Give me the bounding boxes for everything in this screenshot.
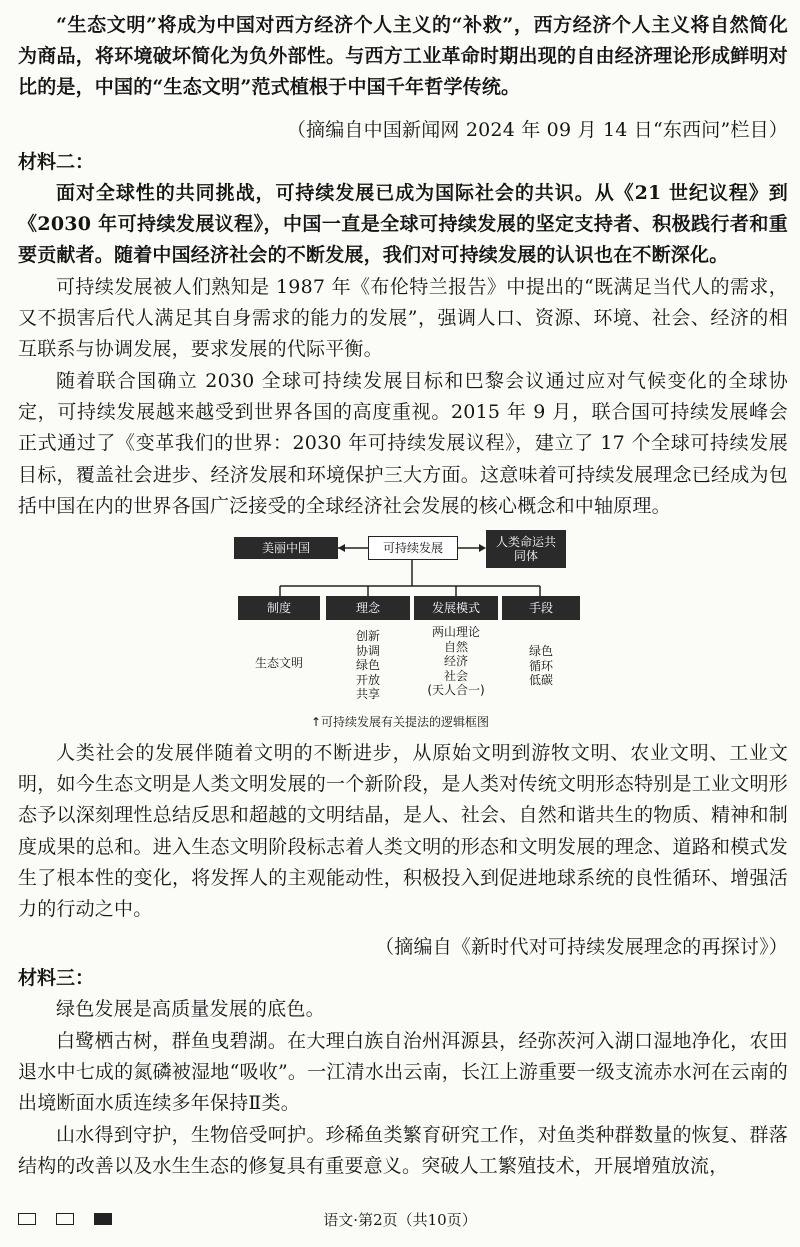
category-concept: 理念 <box>326 596 410 620</box>
col-concept-list <box>326 629 410 702</box>
concept-item: 共享 <box>355 687 380 701</box>
col-system-text: 生态文明 <box>254 656 303 670</box>
col-means-list <box>502 644 580 688</box>
paragraph-5: 人类社会的发展伴随着文明的不断进步，从原始文明到游牧文明、农业文明、工业文明，如今生态文明是人类文明发展的一个新阶段，是人类对传统文明形态特别是工业文明形态予以深刻理性总结反思和超越的文明结晶，是人、社会、自然和谐共生的物质、精神和制度成果的总和。进入生态文明阶段标志着人类文明的形态和文明发展的理念、道路和模式发生了根本性的变化，将发挥人的主观能动性，积极投入到促进地球系统的良性循环、增强活力的行动之中。 <box>18 742 788 921</box>
model-item: (天人合一) <box>427 683 485 697</box>
page-footer <box>0 1207 800 1237</box>
means-item: 绿色 <box>528 644 553 658</box>
paragraph-8: 山水得到守护，生物倍受呵护。珍稀鱼类繁育研究工作，对鱼类种群数量的恢复、群落结构的改善以及水生生态的修复具有重要意义。突破人工繁殖技术，开展增殖放流， <box>18 1124 788 1178</box>
diagram-caption: ↑可持续发展有关提法的逻辑框图 <box>310 715 490 729</box>
model-item: 两山理论 <box>431 625 480 639</box>
paragraph-7: 白鹭栖古树，群鱼曳碧湖。在大理白族自治州洱源县，经弥茨河入湖口湿地净化，农田退水中七成的氮磷被湿地“吸收”。一江清水出云南，长江上游重要一级支流赤水河在云南的出境断面水质连续多年保持Ⅱ类。 <box>18 1030 788 1115</box>
box-sustainable-development: 可持续发展 <box>368 536 458 560</box>
concept-item: 绿色 <box>355 658 380 672</box>
category-means: 手段 <box>502 596 580 620</box>
paragraph-6: 绿色发展是高质量发展的底色。 <box>56 998 325 1020</box>
model-item: 经济 <box>443 654 468 668</box>
col-model-list <box>414 625 498 698</box>
page-number: 语文·第2页（共10页） <box>323 1211 477 1229</box>
heading-material-2: 材料二： <box>18 151 95 173</box>
box-beautiful-china: 美丽中国 <box>234 537 338 559</box>
box-shared-future: 人类命运共同体 <box>486 530 566 568</box>
source-1: （摘编自中国新闻网 2024 年 09 月 14 日“东西问”栏目） <box>286 119 788 141</box>
heading-material-3: 材料三： <box>18 967 95 989</box>
source-2: （摘编自《新时代对可持续发展理念的再探讨》） <box>375 936 788 958</box>
paragraph-3: 可持续发展被人们熟知是 1987 年《布伦特兰报告》中提出的“既满足当代人的需求，又不损害后代人满足其自身需求的能力的发展”，强调人口、资源、环境、社会、经济的相互联系与协调发展，要求发展的代际平衡。 <box>18 276 788 361</box>
category-system: 制度 <box>238 596 320 620</box>
means-item: 低碳 <box>528 673 553 687</box>
logic-diagram <box>230 528 570 728</box>
concept-item: 协调 <box>355 643 380 658</box>
paragraph-2: 面对全球性的共同挑战，可持续发展已成为国际社会的共识。从《21 世纪议程》到《2030 年可持续发展议程》，中国一直是全球可持续发展的坚定支持者、积极践行者和重要贡献者。随着中国经济社会的不断发展，我们对可持续发展的认识也在不断深化。 <box>18 182 788 267</box>
paragraph-4: 随着联合国确立 2030 全球可持续发展目标和巴黎会议通过应对气候变化的全球协定，可持续发展越来越受到世界各国的高度重视。2015 年 9 月，联合国可持续发展峰会正式通过了《变革我们的世界：2030 年可持续发展议程》，建立了 17 个全球可持续发展目标，覆盖社会进步、经济发展和环境保护三大方面。这意味着可持续发展理念已经成为包括中国在内的世界各国广泛接受的全球经济社会发展的核心概念和中轴原理。 <box>18 370 788 517</box>
paragraph-1: “生态文明”将成为中国对西方经济个人主义的“补救”，西方经济个人主义将自然简化为商品，将环境破坏简化为负外部性。与西方工业革命时期出现的自由经济理论形成鲜明对比的是，中国的“生态文明”范式植根于中国千年哲学传统。 <box>18 14 788 99</box>
category-model: 发展模式 <box>414 596 498 620</box>
model-item: 自然 <box>443 639 468 654</box>
concept-item: 创新 <box>355 629 380 643</box>
model-item: 社会 <box>443 668 468 683</box>
means-item: 循环 <box>528 658 553 673</box>
concept-item: 开放 <box>355 672 380 687</box>
